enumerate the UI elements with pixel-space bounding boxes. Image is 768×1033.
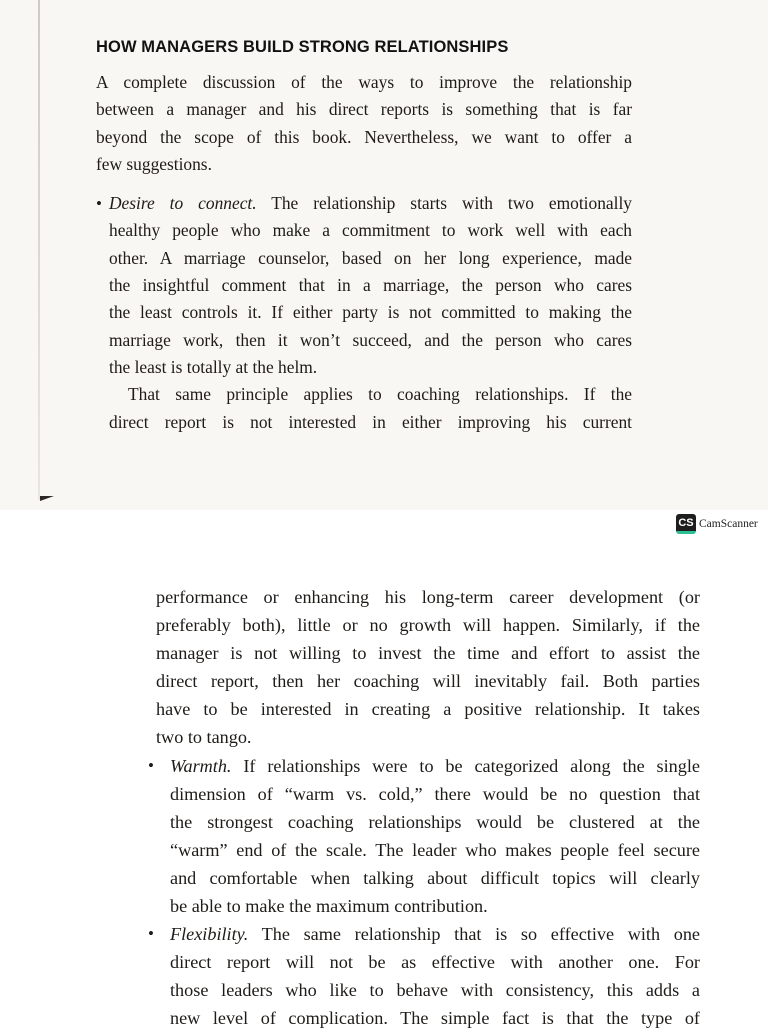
continuation-paragraph	[156, 583, 700, 752]
bottom-text-block	[148, 583, 700, 1033]
bullet-text: healthy people who make a commitment to work well with each	[109, 220, 632, 241]
intro-line: A complete discussion of the ways to improve the relationship	[96, 72, 632, 92]
continuation-line: performance or enhancing his long-term career development (or	[156, 587, 700, 607]
bullet-desire-to-connect	[96, 190, 632, 436]
bullet-warmth	[148, 752, 700, 921]
bullet-text: direct report will not be as effective with another one. For	[170, 952, 700, 973]
intro-line: between a manager and his direct reports is something that is far	[96, 99, 632, 120]
continuation-line: have to be interested in creating a positive relationship. It takes	[156, 699, 700, 720]
bullet-term: Desire to connect.	[109, 193, 257, 214]
continuation-line: preferably both), little or no growth will happen. Similarly, if the	[156, 615, 700, 636]
bullet-text: marriage work, then it won’t succeed, and the person who cares	[109, 329, 632, 350]
bullet-text: the insightful comment that in a marriage, the person who cares	[109, 275, 632, 296]
continuation-text: That same principle applies to coaching relationships. If the	[128, 384, 632, 405]
bullet-text: other. A marriage counselor, based on her long experience, made	[109, 247, 632, 268]
bullet-text: new level of complication. The simple fact is that the type of	[170, 1008, 700, 1029]
continuation-line: manager is not willing to invest the time and effort to assist the	[156, 643, 700, 664]
bullet-text: and comfortable when talking about difficult topics will clearly	[170, 867, 700, 888]
section-heading: HOW MANAGERS BUILD STRONG RELATIONSHIPS	[96, 38, 509, 56]
bullet-text: the least is totally at the helm.	[109, 356, 318, 377]
bullet-icon: •	[148, 755, 154, 775]
intro-line: beyond the scope of this book. Nevertheless, we want to offer a	[96, 126, 632, 147]
bullet-text: The same relationship that is so effective with one	[248, 924, 700, 945]
camscanner-logo-icon: CS	[676, 514, 696, 534]
bullet-text: The relationship starts with two emotionally	[256, 193, 632, 214]
intro-line: few suggestions.	[96, 153, 212, 174]
continuation-text: direct report is not interested in either improving his current	[109, 411, 632, 432]
bullet-text: the least controls it. If either party is not committed to making the	[109, 302, 632, 323]
bullet-text: those leaders who like to behave with consistency, this adds a	[170, 980, 700, 1001]
bullet-text: the strongest coaching relationships would be clustered at the	[170, 811, 700, 832]
continuation-line: direct report, then her coaching will inevitably fail. Both parties	[156, 671, 700, 692]
camscanner-watermark	[676, 514, 758, 534]
top-text-block	[96, 34, 632, 436]
continuation-line: two to tango.	[156, 727, 252, 748]
bullet-text: “warm” end of the scale. The leader who makes people feel secure	[170, 839, 700, 860]
bullet-icon: •	[148, 924, 154, 944]
camscanner-label: CamScanner	[699, 518, 758, 530]
bullet-text: dimension of “warm vs. cold,” there would be no question that	[170, 783, 700, 804]
bullet-icon: •	[96, 194, 102, 214]
bullet-flexibility	[148, 920, 700, 1032]
bullet-term: Flexibility.	[170, 924, 249, 945]
page-binding-edge	[38, 0, 40, 500]
bullet-term: Warmth.	[170, 755, 232, 776]
page-corner-mark	[40, 496, 54, 501]
bullet-text: be able to make the maximum contribution.	[170, 896, 488, 917]
intro-paragraph	[96, 69, 632, 178]
bullet-text: If relationships were to be categorized along the single	[231, 755, 700, 776]
